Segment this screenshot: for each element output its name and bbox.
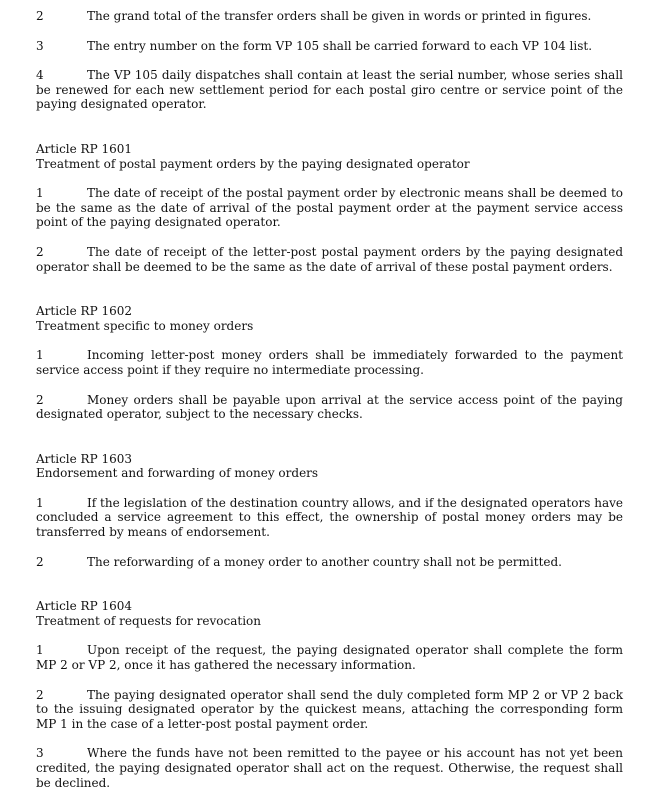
paragraph-text: The grand total of the transfer orders shall be given in words or printed in figures. xyxy=(87,9,592,23)
article-heading: Article RP 1604 xyxy=(36,599,132,614)
article-rp-1602 xyxy=(36,304,623,422)
article-heading: Article RP 1602 xyxy=(36,304,132,319)
document-page xyxy=(36,9,623,805)
paragraph xyxy=(36,496,623,540)
paragraph-number: 4 xyxy=(36,68,44,83)
paragraph-number: 1 xyxy=(36,348,44,363)
article-heading: Article RP 1603 xyxy=(36,451,132,466)
paragraph-text: The reforwarding of a money order to another country shall not be permitted. xyxy=(87,554,562,569)
article-rp-1603 xyxy=(36,452,623,570)
paragraph-number: 2 xyxy=(36,9,44,23)
paragraph xyxy=(36,9,623,24)
paragraph-text: The date of receipt of the postal payment order by electronic means shall be deemed to be the same as the date of arrival of the postal payment order at the payment service access point of the paying designated operator. xyxy=(36,186,623,230)
paragraph-number: 1 xyxy=(36,643,44,658)
paragraph xyxy=(36,186,623,230)
paragraph-text: The entry number on the form VP 105 shall be carried forward to each VP 104 list. xyxy=(87,38,593,53)
paragraph-number: 3 xyxy=(36,746,44,761)
paragraph xyxy=(36,688,623,732)
paragraph-number: 2 xyxy=(36,687,44,702)
paragraph xyxy=(36,245,623,274)
article-title: Treatment of requests for revocation xyxy=(36,613,261,628)
article-rp-1601 xyxy=(36,142,623,274)
paragraph-number: 3 xyxy=(36,38,44,53)
article-title: Treatment of postal payment orders by the paying designated operator xyxy=(36,156,470,171)
paragraph xyxy=(36,746,623,790)
article-rp-1604 xyxy=(36,599,623,790)
paragraph xyxy=(36,555,623,570)
paragraph-text: If the legislation of the destination country allows, and if the designated operators have concluded a service agreement to this effect, the ownership of postal money orders may be transferred by means of endorsement. xyxy=(36,495,623,540)
paragraph xyxy=(36,348,623,377)
paragraph-text: Incoming letter-post money orders shall be immediately forwarded to the payment service access point if they require no intermediate processing. xyxy=(36,348,623,377)
paragraph-text: Upon receipt of the request, the paying designated operator shall complete the form MP 2 or VP 2, once it has gathered the necessary information. xyxy=(36,643,623,673)
paragraph-text: The paying designated operator shall send the duly completed form MP 2 or VP 2 back to the issuing designated operator by the quickest means, attaching the corresponding form MP 1 in the case of a letter-post postal payment order. xyxy=(36,687,623,731)
paragraph-number: 1 xyxy=(36,186,44,201)
paragraph-number: 1 xyxy=(36,495,44,510)
paragraph-text: Money orders shall be payable upon arrival at the service access point of the paying designated operator, subject to the necessary checks. xyxy=(36,392,623,422)
paragraph-number: 2 xyxy=(36,244,44,259)
paragraph-number: 2 xyxy=(36,554,44,569)
paragraph-text: The date of receipt of the letter-post postal payment orders by the paying designated operator shall be deemed to be the same as the date of arrival of these postal payment orders. xyxy=(36,244,623,274)
article-title: Treatment specific to money orders xyxy=(36,318,254,333)
paragraph xyxy=(36,643,623,672)
article-title: Endorsement and forwarding of money orders xyxy=(36,466,319,481)
article-heading: Article RP 1601 xyxy=(36,141,132,156)
intro-section xyxy=(36,9,623,112)
paragraph-text: Where the funds have not been remitted to the payee or his account has not yet been credited, the paying designated operator shall act on the request. Otherwise, the request shall be declined. xyxy=(36,746,623,790)
paragraph xyxy=(36,68,623,112)
paragraph-text: The VP 105 daily dispatches shall contain at least the serial number, whose series shall be renewed for each new settlement period for each postal giro centre or service point of the paying designated operator. xyxy=(36,68,623,112)
paragraph xyxy=(36,39,623,54)
paragraph xyxy=(36,393,623,422)
paragraph-number: 2 xyxy=(36,392,44,407)
